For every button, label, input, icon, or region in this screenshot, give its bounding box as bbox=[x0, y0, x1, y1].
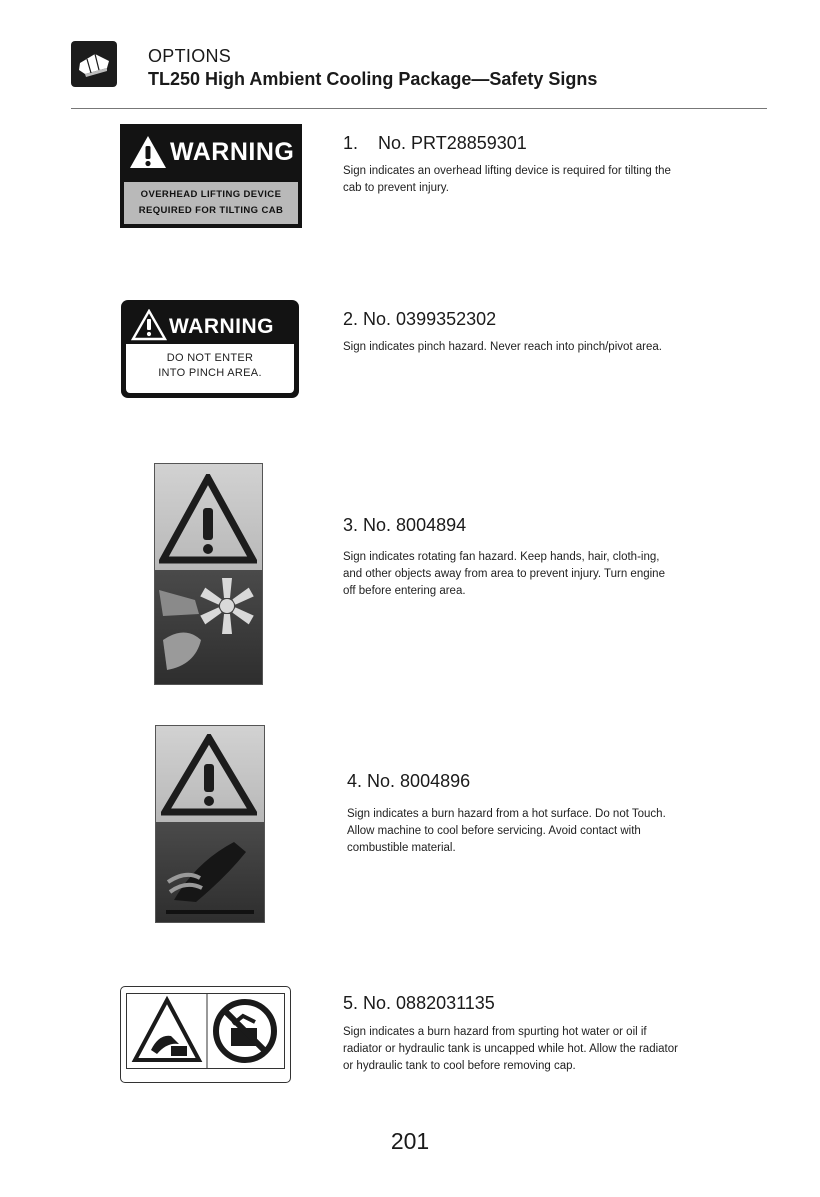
section-label: OPTIONS bbox=[148, 46, 232, 66]
item-number: 3. bbox=[343, 515, 359, 535]
signal-word: WARNING bbox=[170, 138, 295, 166]
part-number: No. 8004894 bbox=[363, 515, 467, 535]
part-number: No. PRT28859301 bbox=[378, 133, 527, 153]
item-number: 2. bbox=[343, 309, 359, 329]
warning-triangle-icon bbox=[159, 474, 257, 564]
part-number: No. 0399352302 bbox=[363, 309, 497, 329]
item-heading bbox=[343, 309, 496, 330]
warning-triangle-icon bbox=[131, 309, 167, 341]
item-description: Sign indicates a burn hazard from spurting hot water or oil if radiator or hydraulic tank is uncapped while hot. Allow the radiator or hydraulic tank to cool before removing cap. bbox=[343, 1026, 678, 1072]
rotating-fan-hazard-icon bbox=[155, 570, 262, 684]
sign-message-line: REQUIRED FOR TILTING CAB bbox=[138, 205, 284, 216]
sign-message-line: DO NOT ENTER bbox=[166, 352, 254, 364]
header-divider bbox=[71, 108, 767, 109]
part-number: No. 0882031135 bbox=[363, 993, 495, 1013]
part-number: No. 8004896 bbox=[367, 771, 471, 791]
hot-fluid-burn-hazard-sign bbox=[120, 986, 291, 1083]
item-heading bbox=[343, 133, 527, 154]
hot-surface-hazard-sign bbox=[155, 725, 265, 923]
page-title: TL250 High Ambient Cooling Package—Safety Signs bbox=[148, 69, 598, 89]
sign-message-line: OVERHEAD LIFTING DEVICE bbox=[140, 189, 282, 200]
hot-surface-hazard-icon bbox=[156, 822, 264, 922]
sign-message-line: INTO PINCH AREA. bbox=[158, 367, 262, 379]
item-heading bbox=[343, 515, 466, 536]
sign-message-panel bbox=[124, 182, 298, 224]
item-number: 1. bbox=[343, 133, 359, 153]
signal-word: WARNING bbox=[169, 315, 274, 338]
warning-sign-pinch-area bbox=[121, 300, 299, 398]
no-open-hot-cap-icon bbox=[127, 994, 284, 1068]
item-description: Sign indicates an overhead lifting device is required for tilting the cab to prevent injury. bbox=[343, 165, 671, 194]
item-number: 5. bbox=[343, 993, 359, 1013]
warning-triangle-icon bbox=[128, 134, 168, 170]
warning-triangle-icon bbox=[161, 734, 257, 816]
page-number: 201 bbox=[390, 1128, 430, 1154]
warning-sign-overhead-lifting bbox=[120, 124, 302, 228]
loader-bucket-icon bbox=[71, 41, 117, 87]
item-description: Sign indicates a burn hazard from a hot surface. Do not Touch. Allow machine to cool before servicing. Avoid contact with combustible material. bbox=[347, 808, 666, 854]
item-description: Sign indicates rotating fan hazard. Keep hands, hair, cloth-ing, and other objects away from area to prevent injury. Turn engine off before entering area. bbox=[343, 551, 665, 597]
item-description: Sign indicates pinch hazard. Never reach into pinch/pivot area. bbox=[343, 341, 662, 353]
rotating-fan-hazard-sign bbox=[154, 463, 263, 685]
item-number: 4. bbox=[347, 771, 363, 791]
item-heading bbox=[347, 771, 470, 792]
item-heading bbox=[343, 993, 495, 1014]
sign-message-panel bbox=[126, 344, 294, 393]
